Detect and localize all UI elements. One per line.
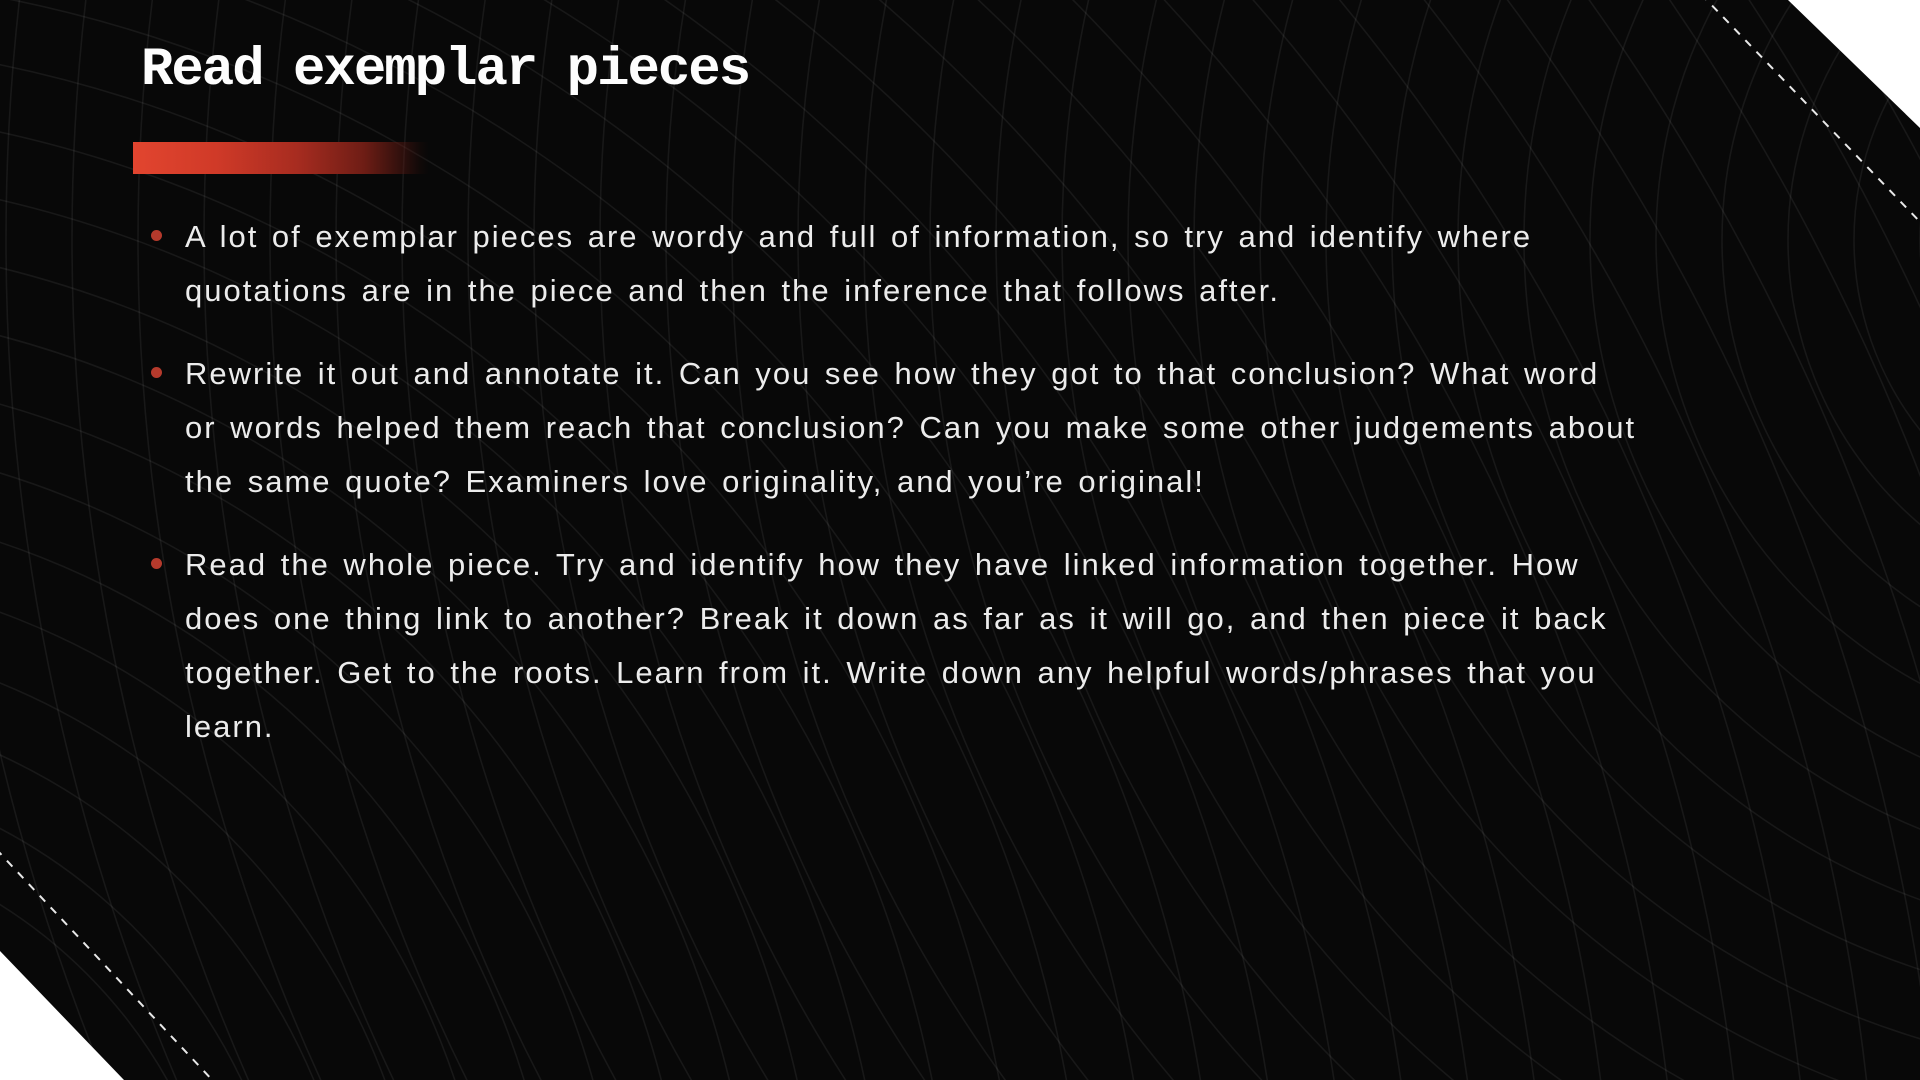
bullet-text-line: Rewrite it out and annotate it. Can you see how they got to that conclusion? What word	[185, 356, 1600, 391]
bullet-text-line: learn.	[185, 709, 275, 744]
bullet-text-line: quotations are in the piece and then the inference that follows after.	[185, 273, 1281, 308]
bullet-text-line: the same quote? Examiners love originality, and you’re original!	[185, 464, 1205, 499]
bullet-item	[185, 538, 1636, 754]
bullet-item	[185, 347, 1636, 509]
corner-triangle-bottom-left	[0, 951, 124, 1080]
bullet-text-line: does one thing link to another? Break it down as far as it will go, and then piece it back	[185, 601, 1608, 636]
corner-triangle-top-right	[1788, 0, 1920, 128]
bullet-dot-icon	[151, 558, 162, 569]
bullet-text-line: A lot of exemplar pieces are wordy and full of information, so try and identify where	[185, 219, 1533, 254]
bullet-text-line: or words helped them reach that conclusion? Can you make some other judgements about	[185, 410, 1637, 445]
bullet-dot-icon	[151, 230, 162, 241]
bullet-list	[185, 210, 1636, 783]
bullet-item	[185, 210, 1636, 318]
accent-bar	[133, 142, 429, 174]
bullet-text-line: Read the whole piece. Try and identify how they have linked information together. How	[185, 547, 1580, 582]
bullet-dot-icon	[151, 367, 162, 378]
bullet-text-line: together. Get to the roots. Learn from it. Write down any helpful words/phrases that you	[185, 655, 1597, 690]
slide-title: Read exemplar pieces	[141, 40, 750, 101]
